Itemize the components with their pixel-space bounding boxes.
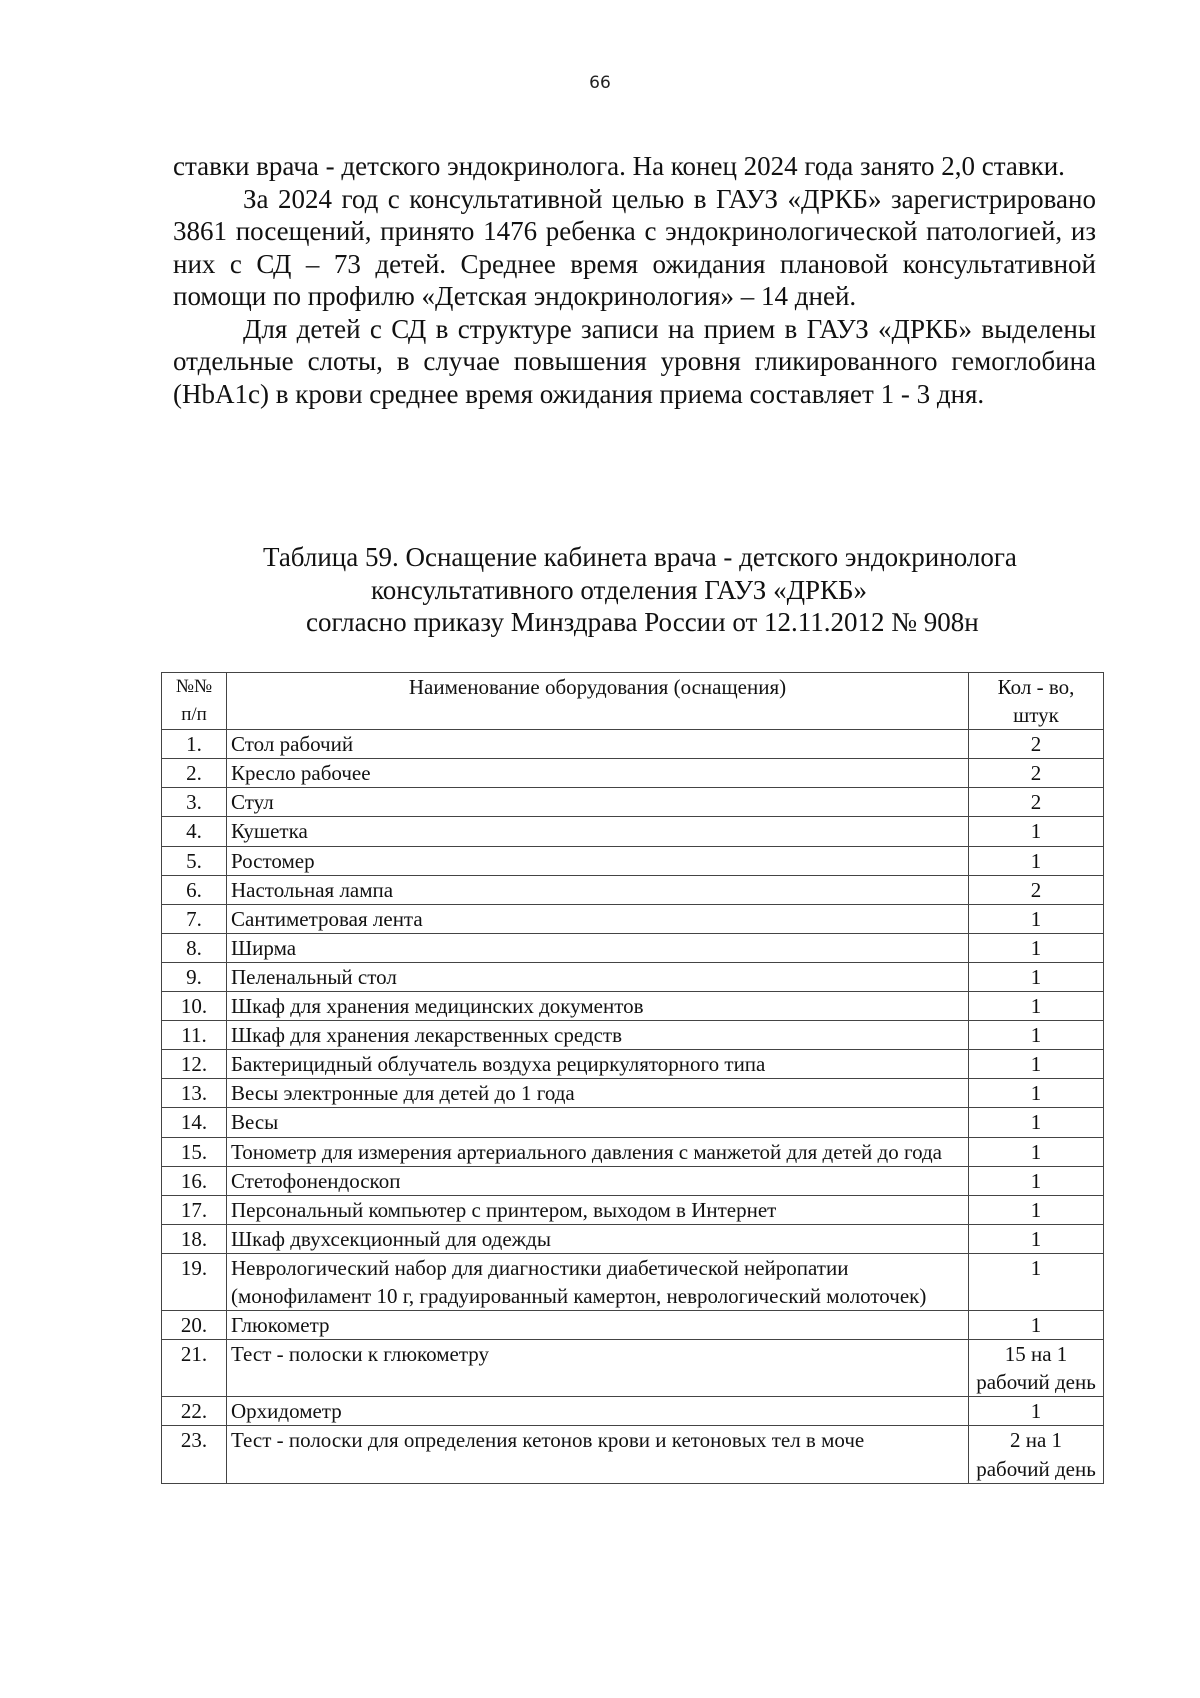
table-row [162,1021,1104,1050]
table-row [162,1195,1104,1224]
equipment-name: Кушетка [227,817,969,846]
equipment-quantity: 1 [969,1050,1104,1079]
equipment-quantity: 15 на 1 рабочий день [969,1340,1104,1397]
equipment-name: Весы электронные для детей до 1 года [227,1079,969,1108]
table-row [162,730,1104,759]
table-row [162,992,1104,1021]
table-row [162,1340,1104,1397]
equipment-name: Шкаф для хранения медицинских документов [227,992,969,1021]
table-row [162,962,1104,991]
table-row [162,1253,1104,1310]
equipment-quantity: 1 [969,904,1104,933]
equipment-quantity: 2 на 1 рабочий день [969,1426,1104,1483]
equipment-name: Бактерицидный облучатель воздуха рециркуляторного типа [227,1050,969,1079]
row-number: 21. [162,1340,227,1397]
equipment-table [161,672,1104,1484]
table-row [162,1079,1104,1108]
table-row [162,1166,1104,1195]
equipment-name: Кресло рабочее [227,759,969,788]
row-number: 11. [162,1021,227,1050]
row-number: 3. [162,788,227,817]
equipment-quantity: 1 [969,817,1104,846]
equipment-quantity: 1 [969,1195,1104,1224]
paragraph: За 2024 год с консультативной целью в ГАУЗ «ДРКБ» зарегистрировано 3861 посещений, принято 1476 ребенка с эндокринологической патологией, из них с СД – 73 детей. Среднее время ожидания плановой консультативной помощи по профилю «Детская эндокринология» – 14 дней. [173,183,1096,311]
table-row [162,904,1104,933]
equipment-quantity: 1 [969,992,1104,1021]
row-number: 13. [162,1079,227,1108]
row-number: 9. [162,962,227,991]
equipment-name: Шкаф для хранения лекарственных средств [227,1021,969,1050]
equipment-name: Сантиметровая лента [227,904,969,933]
row-number: 10. [162,992,227,1021]
header-quantity: Кол - во, штук [969,673,1104,730]
row-number: 17. [162,1195,227,1224]
equipment-quantity: 1 [969,962,1104,991]
equipment-name: Стетофонендоскоп [227,1166,969,1195]
equipment-name: Тонометр для измерения артериального давления с манжетой для детей до года [227,1137,969,1166]
equipment-quantity: 1 [969,1397,1104,1426]
table-row [162,846,1104,875]
row-number: 4. [162,817,227,846]
equipment-quantity: 1 [969,846,1104,875]
row-number: 15. [162,1137,227,1166]
row-number: 6. [162,875,227,904]
row-number: 20. [162,1311,227,1340]
caption-line: согласно приказу Минздрава России от 12.11.2012 № 908н [306,607,979,637]
table-header-row [162,673,1104,730]
table-row [162,817,1104,846]
equipment-quantity: 2 [969,759,1104,788]
row-number: 12. [162,1050,227,1079]
equipment-quantity: 1 [969,1224,1104,1253]
equipment-quantity: 2 [969,788,1104,817]
equipment-quantity: 2 [969,730,1104,759]
equipment-name: Весы [227,1108,969,1137]
equipment-quantity: 1 [969,1079,1104,1108]
equipment-name: Персональный компьютер с принтером, выходом в Интернет [227,1195,969,1224]
table-row [162,1397,1104,1426]
equipment-name: Орхидометр [227,1397,969,1426]
header-name: Наименование оборудования (оснащения) [227,673,969,730]
table-row [162,1311,1104,1340]
body-text [173,150,1096,410]
table-row [162,875,1104,904]
equipment-name: Настольная лампа [227,875,969,904]
table-row [162,1426,1104,1483]
equipment-quantity: 1 [969,1108,1104,1137]
paragraph: Для детей с СД в структуре записи на прием в ГАУЗ «ДРКБ» выделены отдельные слоты, в случае повышения уровня гликированного гемоглобина (HbA1c) в крови среднее время ожидания приема составляет 1 - 3 дня. [173,313,1096,409]
equipment-name: Ширма [227,933,969,962]
row-number: 8. [162,933,227,962]
table-row [162,1108,1104,1137]
equipment-quantity: 1 [969,1253,1104,1310]
table-row [162,759,1104,788]
row-number: 7. [162,904,227,933]
row-number: 5. [162,846,227,875]
equipment-name: Тест - полоски к глюкометру [227,1340,969,1397]
table-row [162,933,1104,962]
table-caption [160,541,1060,639]
header-number: №№ п/п [162,673,227,730]
equipment-name: Неврологический набор для диагностики диабетической нейропатии (монофиламент 10 г, градуированный камертон, неврологический молоточек) [227,1253,969,1310]
equipment-name: Ростомер [227,846,969,875]
equipment-quantity: 1 [969,1021,1104,1050]
table-row [162,788,1104,817]
equipment-name: Глюкометр [227,1311,969,1340]
row-number: 1. [162,730,227,759]
equipment-name: Стол рабочий [227,730,969,759]
equipment-name: Стул [227,788,969,817]
equipment-quantity: 2 [969,875,1104,904]
equipment-name: Тест - полоски для определения кетонов крови и кетоновых тел в моче [227,1426,969,1483]
row-number: 14. [162,1108,227,1137]
row-number: 22. [162,1397,227,1426]
caption-line: Таблица 59. Оснащение кабинета врача - детского эндокринолога [263,542,1017,572]
row-number: 16. [162,1166,227,1195]
equipment-quantity: 1 [969,1137,1104,1166]
table-row [162,1137,1104,1166]
equipment-quantity: 1 [969,1311,1104,1340]
paragraph: ставки врача - детского эндокринолога. На конец 2024 года занято 2,0 ставки. [173,151,1065,181]
row-number: 18. [162,1224,227,1253]
table-row [162,1050,1104,1079]
equipment-name: Шкаф двухсекционный для одежды [227,1224,969,1253]
row-number: 23. [162,1426,227,1483]
row-number: 19. [162,1253,227,1310]
equipment-quantity: 1 [969,1166,1104,1195]
equipment-name: Пеленальный стол [227,962,969,991]
equipment-quantity: 1 [969,933,1104,962]
table-row [162,1224,1104,1253]
caption-line: консультативного отделения ГАУЗ «ДРКБ» [371,574,868,605]
page-number: 66 [589,73,611,93]
row-number: 2. [162,759,227,788]
